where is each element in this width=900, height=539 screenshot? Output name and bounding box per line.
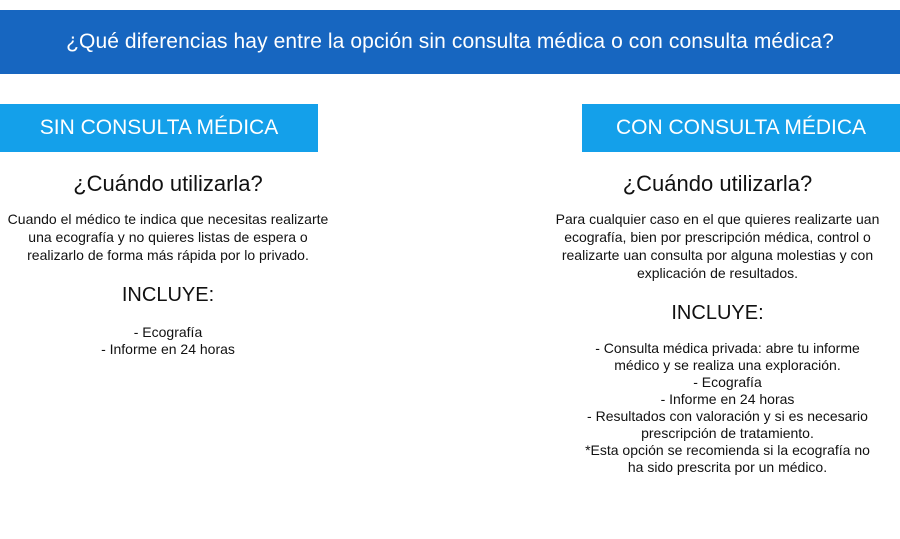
con-consulta-column bbox=[535, 168, 900, 476]
sin-consulta-includes-list bbox=[0, 324, 336, 358]
sin-consulta-when-heading: ¿Cuándo utilizarla? bbox=[73, 171, 263, 196]
list-item: - Ecografía bbox=[133, 324, 203, 340]
page-title: ¿Qué diferencias hay entre la opción sin consulta médica o con consulta médica? bbox=[66, 30, 834, 53]
con-consulta-description: Para cualquier caso en el que quieres realizarte uan ecografía, bien por prescripción médica, control o realizarte uan consulta por alguna molestias y con explicación de resultados. bbox=[555, 211, 880, 281]
con-consulta-when-heading: ¿Cuándo utilizarla? bbox=[622, 171, 813, 196]
sin-consulta-includes-heading: INCLUYE: bbox=[121, 284, 215, 306]
page-title-banner bbox=[0, 10, 900, 74]
sin-consulta-badge bbox=[0, 104, 318, 152]
con-consulta-badge-label: CON CONSULTA MÉDICA bbox=[615, 116, 867, 139]
con-consulta-includes-heading: INCLUYE: bbox=[671, 302, 764, 324]
sin-consulta-description: Cuando el médico te indica que necesitas realizarte una ecografía y no quieres listas de espera o realizarlo de forma más rápida por lo privado. bbox=[7, 211, 329, 263]
con-consulta-includes-list bbox=[535, 340, 900, 476]
list-item: - Consulta médica privada: abre tu informe médico y se realiza una exploración. bbox=[595, 340, 860, 373]
list-item: - Informe en 24 horas bbox=[101, 341, 235, 357]
list-item: - Resultados con valoración y si es necesario prescripción de tratamiento. bbox=[587, 408, 868, 441]
sin-consulta-badge-label: SIN CONSULTA MÉDICA bbox=[39, 116, 279, 139]
list-item: *Esta opción se recomienda si la ecografía no ha sido prescrita por un médico. bbox=[585, 442, 870, 475]
list-item: - Informe en 24 horas bbox=[660, 391, 795, 407]
list-item: - Ecografía bbox=[693, 374, 762, 390]
sin-consulta-column bbox=[0, 168, 336, 358]
con-consulta-badge bbox=[582, 104, 900, 152]
